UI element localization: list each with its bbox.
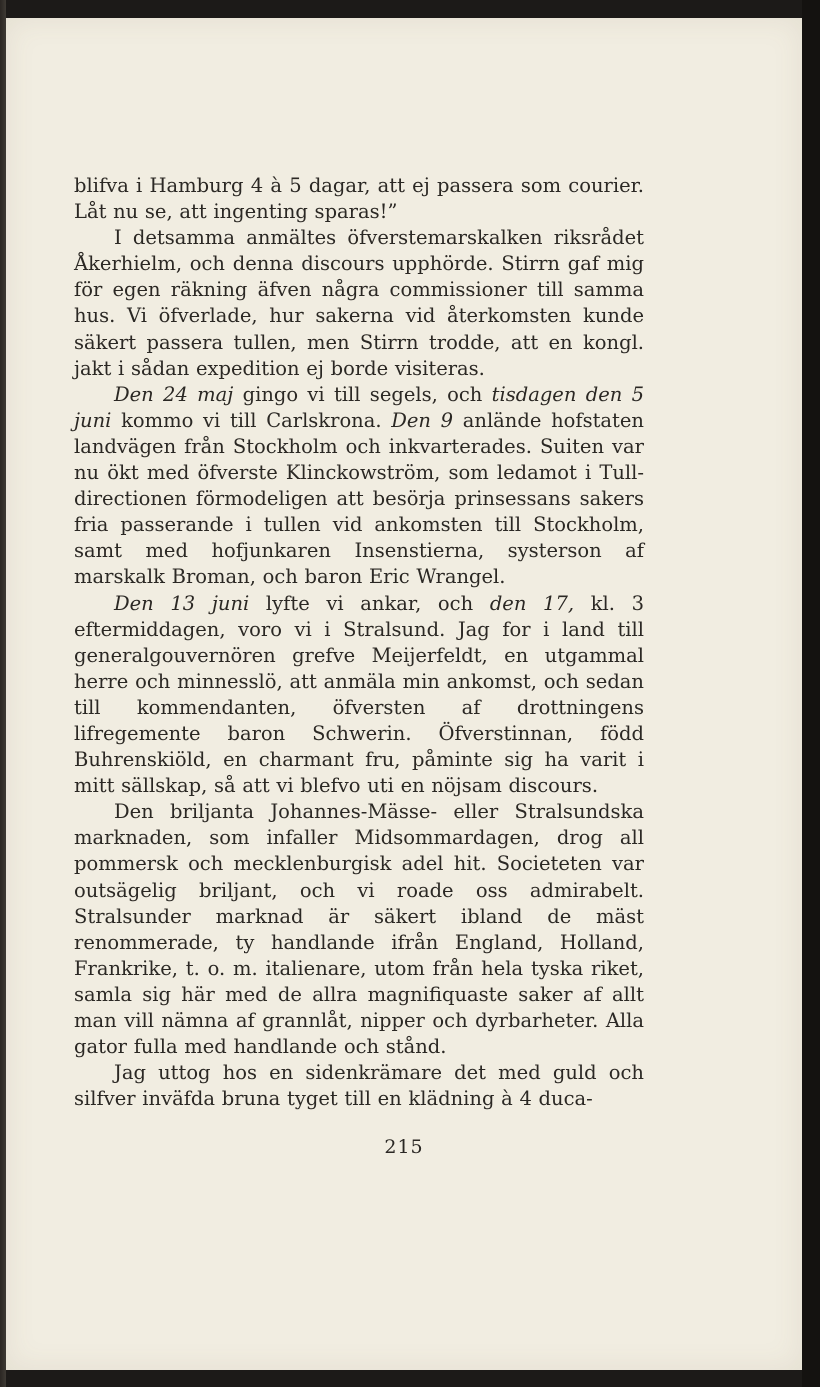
text-segment: I detsamma anmältes öfverstemarskalken riksrådet Åkerhielm, och denna discours upphörde. Stirrn gaf mig för egen räkning äfven några commissioner till samma hus. Vi öfverlade, hur sakerna vid återkomsten kunde säkert passera tullen, men Stirrn trodde, att en kongl. jakt i sådan expedition ej borde visiteras. (74, 226, 644, 380)
text-segment: kl. 3 eftermiddagen, voro vi i Stralsund. Jag for i land till generalgouvernören grefve Meijerfeldt, en utgammal herre och minnesslö, att anmäla min ankomst, och sedan till kommendanten, öfversten af drottningens lifregemente baron Schwerin. Öfverstinnan, född Buhrenskiöld, en charmant fru, påminte sig ha varit i mitt sällskap, så att vi blefvo uti en nöjsam discours. (74, 591, 645, 798)
paragraph (74, 382, 644, 591)
text-segment: Jag uttog hos en sidenkrämare det med guld och silfver inväfda bruna tyget till en klädning à 4 duca- (74, 1061, 644, 1111)
page-number: 215 (384, 1136, 424, 1158)
text-segment: kommo vi till Carlskrona. (111, 408, 392, 432)
text-segment: gingo vi till segels, och (233, 382, 492, 406)
text-segment-italic: Den 13 juni (114, 591, 250, 615)
paragraph (74, 799, 644, 1060)
page-edge-right (802, 0, 820, 1387)
book-page (6, 18, 802, 1370)
paragraph (74, 1060, 644, 1112)
text-segment: Den briljanta Johannes-Mässe- eller Stralsundska marknaden, som infaller Midsommardagen, drog all pommersk och mecklenburgisk adel hit. Societeten var outsägelig briljant, och vi roade oss admirabelt. Stralsunder marknad är säkert ibland de mäst renommerade, ty handlande ifrån England, Holland, Frankrike, t. o. m. italienare, utom från hela tyska riket, samla sig här med de allra magnifiquaste saker af allt man vill nämna af grannlåt, nipper och dyrbarheter. Alla gator fulla med handlande och stånd. (74, 800, 644, 1059)
text-segment-italic: tisdagen den 5 juni (74, 382, 644, 432)
paragraph (74, 173, 644, 225)
text-segment-italic: Den 24 maj (114, 382, 234, 406)
paragraph (74, 591, 644, 800)
body-text (74, 173, 644, 1112)
text-segment-italic: den 17, (489, 591, 575, 615)
text-segment: anlände hofstaten landvägen från Stockholm och inkvarterades. Suiten var nu ökt med öfverste Klinckowström, som ledamot i Tull-directionen förmodeligen att besörja prinsessans sakers fria passerande i tullen vid ankomsten till Stockholm, samt med hofjunkaren Insenstierna, systerson af marskalk Broman, och baron Eric Wrangel. (74, 408, 644, 589)
text-segment: lyfte vi ankar, och (249, 591, 490, 615)
paragraph (74, 225, 644, 382)
text-segment-italic: Den 9 (391, 408, 454, 432)
text-segment: blifva i Hamburg 4 à 5 dagar, att ej passera som courier. Låt nu se, att ingenting sparas!” (74, 174, 644, 224)
